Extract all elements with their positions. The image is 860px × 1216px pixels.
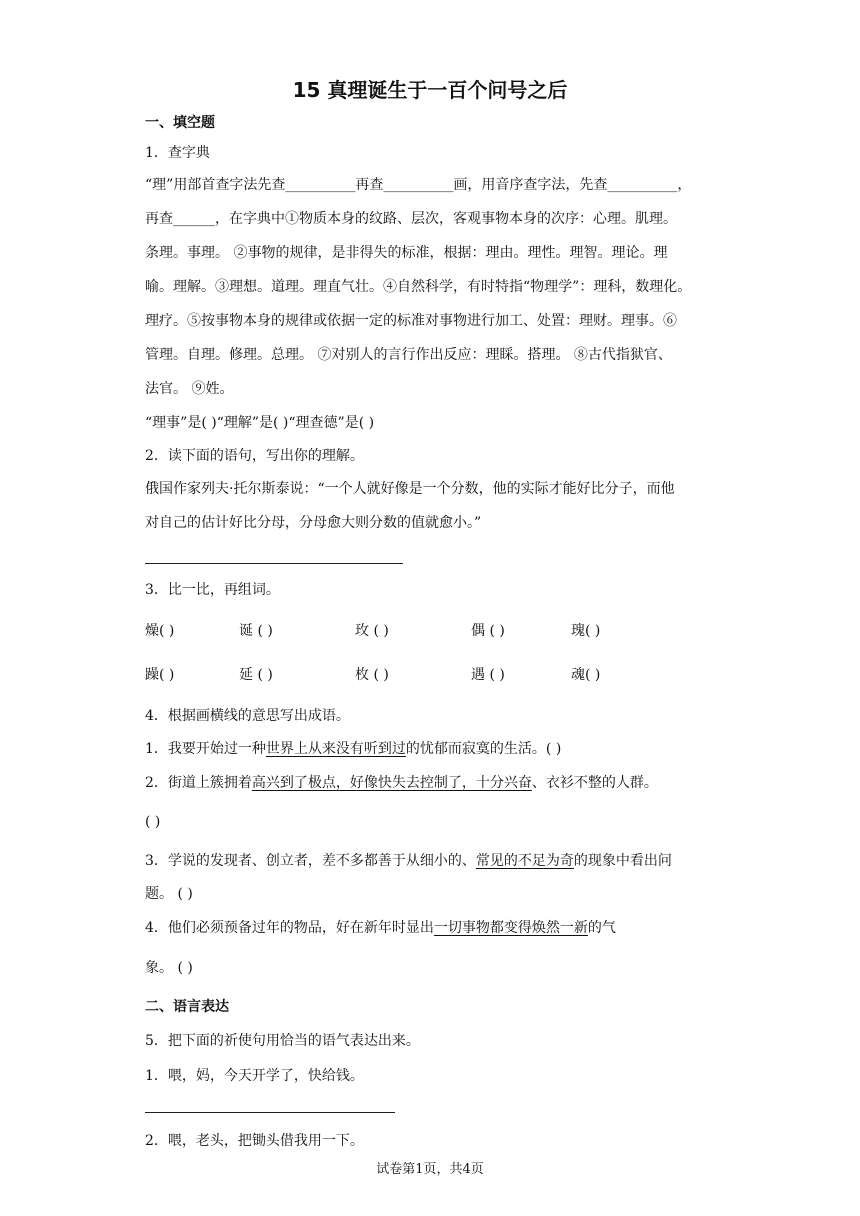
q2-heading: 2．读下面的语句，写出你的理解。: [145, 448, 364, 464]
q1-line: 再查______，在字典中①物质本身的纹路、层次，客观事物本身的次序：心理。肌理。: [145, 211, 677, 227]
q4-item: [145, 739, 561, 759]
q3-heading: 3．比一比，再组词。: [145, 582, 280, 598]
q4-text: 1．我要开始过一种: [145, 741, 266, 757]
q4-text: 4．他们必须预备过年的物品，好在新年时显出: [145, 920, 434, 936]
q3-item: 遇 ( ): [471, 667, 505, 683]
q4-text: 的气: [587, 920, 616, 936]
q4-text: 、衣衫不整的人群。: [531, 775, 658, 791]
q2-quote-line: 俄国作家列夫·托尔斯泰说：“一个人就好像是一个分数，他的实际才能好比分子，而他: [145, 481, 675, 497]
q1-line: 喻。理解。③理想。道理。理直气壮。④自然科学，有时特指“物理学”：理科，数理化。: [145, 279, 692, 295]
q3-item: 枚 ( ): [355, 667, 389, 683]
q3-item: 燥( ): [145, 623, 175, 639]
section-heading-language: 二、语言表达: [145, 999, 229, 1015]
q1-heading: 1．查字典: [145, 145, 210, 161]
q3-item: 魂( ): [571, 667, 601, 683]
q4-text: 3．学说的发现者、创立者，差不多都善于从细小的、: [145, 853, 476, 869]
q1-answer-line: “理事”是( )“理解”是( )“理查德”是( ): [145, 415, 375, 431]
q3-row: [145, 621, 600, 641]
q5-item: 2．喂，老头，把锄头借我用一下。: [145, 1133, 364, 1149]
q3-item: 延 ( ): [239, 667, 273, 683]
q3-item: 玫 ( ): [355, 623, 389, 639]
q4-item: [145, 918, 616, 938]
q1-line: 理疗。⑤按事物本身的规律或依据一定的标准对事物进行加工、处置：理财。理事。⑥: [145, 313, 677, 329]
q3-row: [145, 665, 600, 685]
q2-answer-rule: [145, 563, 403, 564]
q5-heading: 5．把下面的祈使句用恰当的语气表达出来。: [145, 1033, 420, 1049]
q4-underlined-phrase: 常见的不足为奇: [475, 853, 574, 869]
page-footer: 试卷第1页，共4页: [376, 1162, 484, 1177]
q2-quote-line: 对自己的估计好比分母，分母愈大则分数的值就愈小。”: [145, 515, 482, 531]
q4-underlined-phrase: 高兴到了极点，好像快失去控制了，十分兴奋: [251, 775, 532, 791]
section-heading-fill-blank: 一、填空题: [145, 115, 215, 131]
q4-heading: 4．根据画横线的意思写出成语。: [145, 708, 350, 724]
q1-line: 条理。事理。 ②事物的规律，是非得失的标准，根据：理由。理性。理智。理论。理: [145, 245, 668, 261]
q3-item: 诞 ( ): [239, 623, 273, 639]
q4-underlined-phrase: 世界上从来没有听到过: [265, 741, 406, 757]
q4-item-cont: 题。 ( ): [145, 886, 193, 902]
q5-item: 1．喂，妈，今天开学了，快给钱。: [145, 1068, 364, 1084]
q3-item: 偶 ( ): [471, 623, 505, 639]
q3-item: 躁( ): [145, 667, 175, 683]
q1-line: “理”用部首查字法先查__________再查__________画，用音序查字法，先查__________，: [145, 177, 692, 193]
q4-item-cont: 象。 ( ): [145, 960, 193, 976]
q5-answer-rule: [145, 1112, 395, 1113]
q4-underlined-phrase: 一切事物都变得焕然一新: [433, 920, 588, 936]
q4-text: 的现象中看出问: [573, 853, 672, 869]
q4-answer-paren: ( ): [145, 814, 161, 830]
page-title: 15 真理诞生于一百个问号之后: [292, 78, 568, 102]
q1-line: 法官。 ⑨姓。: [145, 381, 234, 397]
q1-line: 管理。自理。修理。总理。 ⑦对别人的言行作出反应：理睬。搭理。 ⑧古代指狱官、: [145, 347, 672, 363]
q4-item: [145, 851, 672, 871]
q3-item: 瑰( ): [571, 623, 601, 639]
q4-text: 2．街道上簇拥着: [145, 775, 252, 791]
q4-item: [145, 773, 658, 793]
q4-text: 的忧郁而寂寞的生活。( ): [405, 741, 562, 757]
